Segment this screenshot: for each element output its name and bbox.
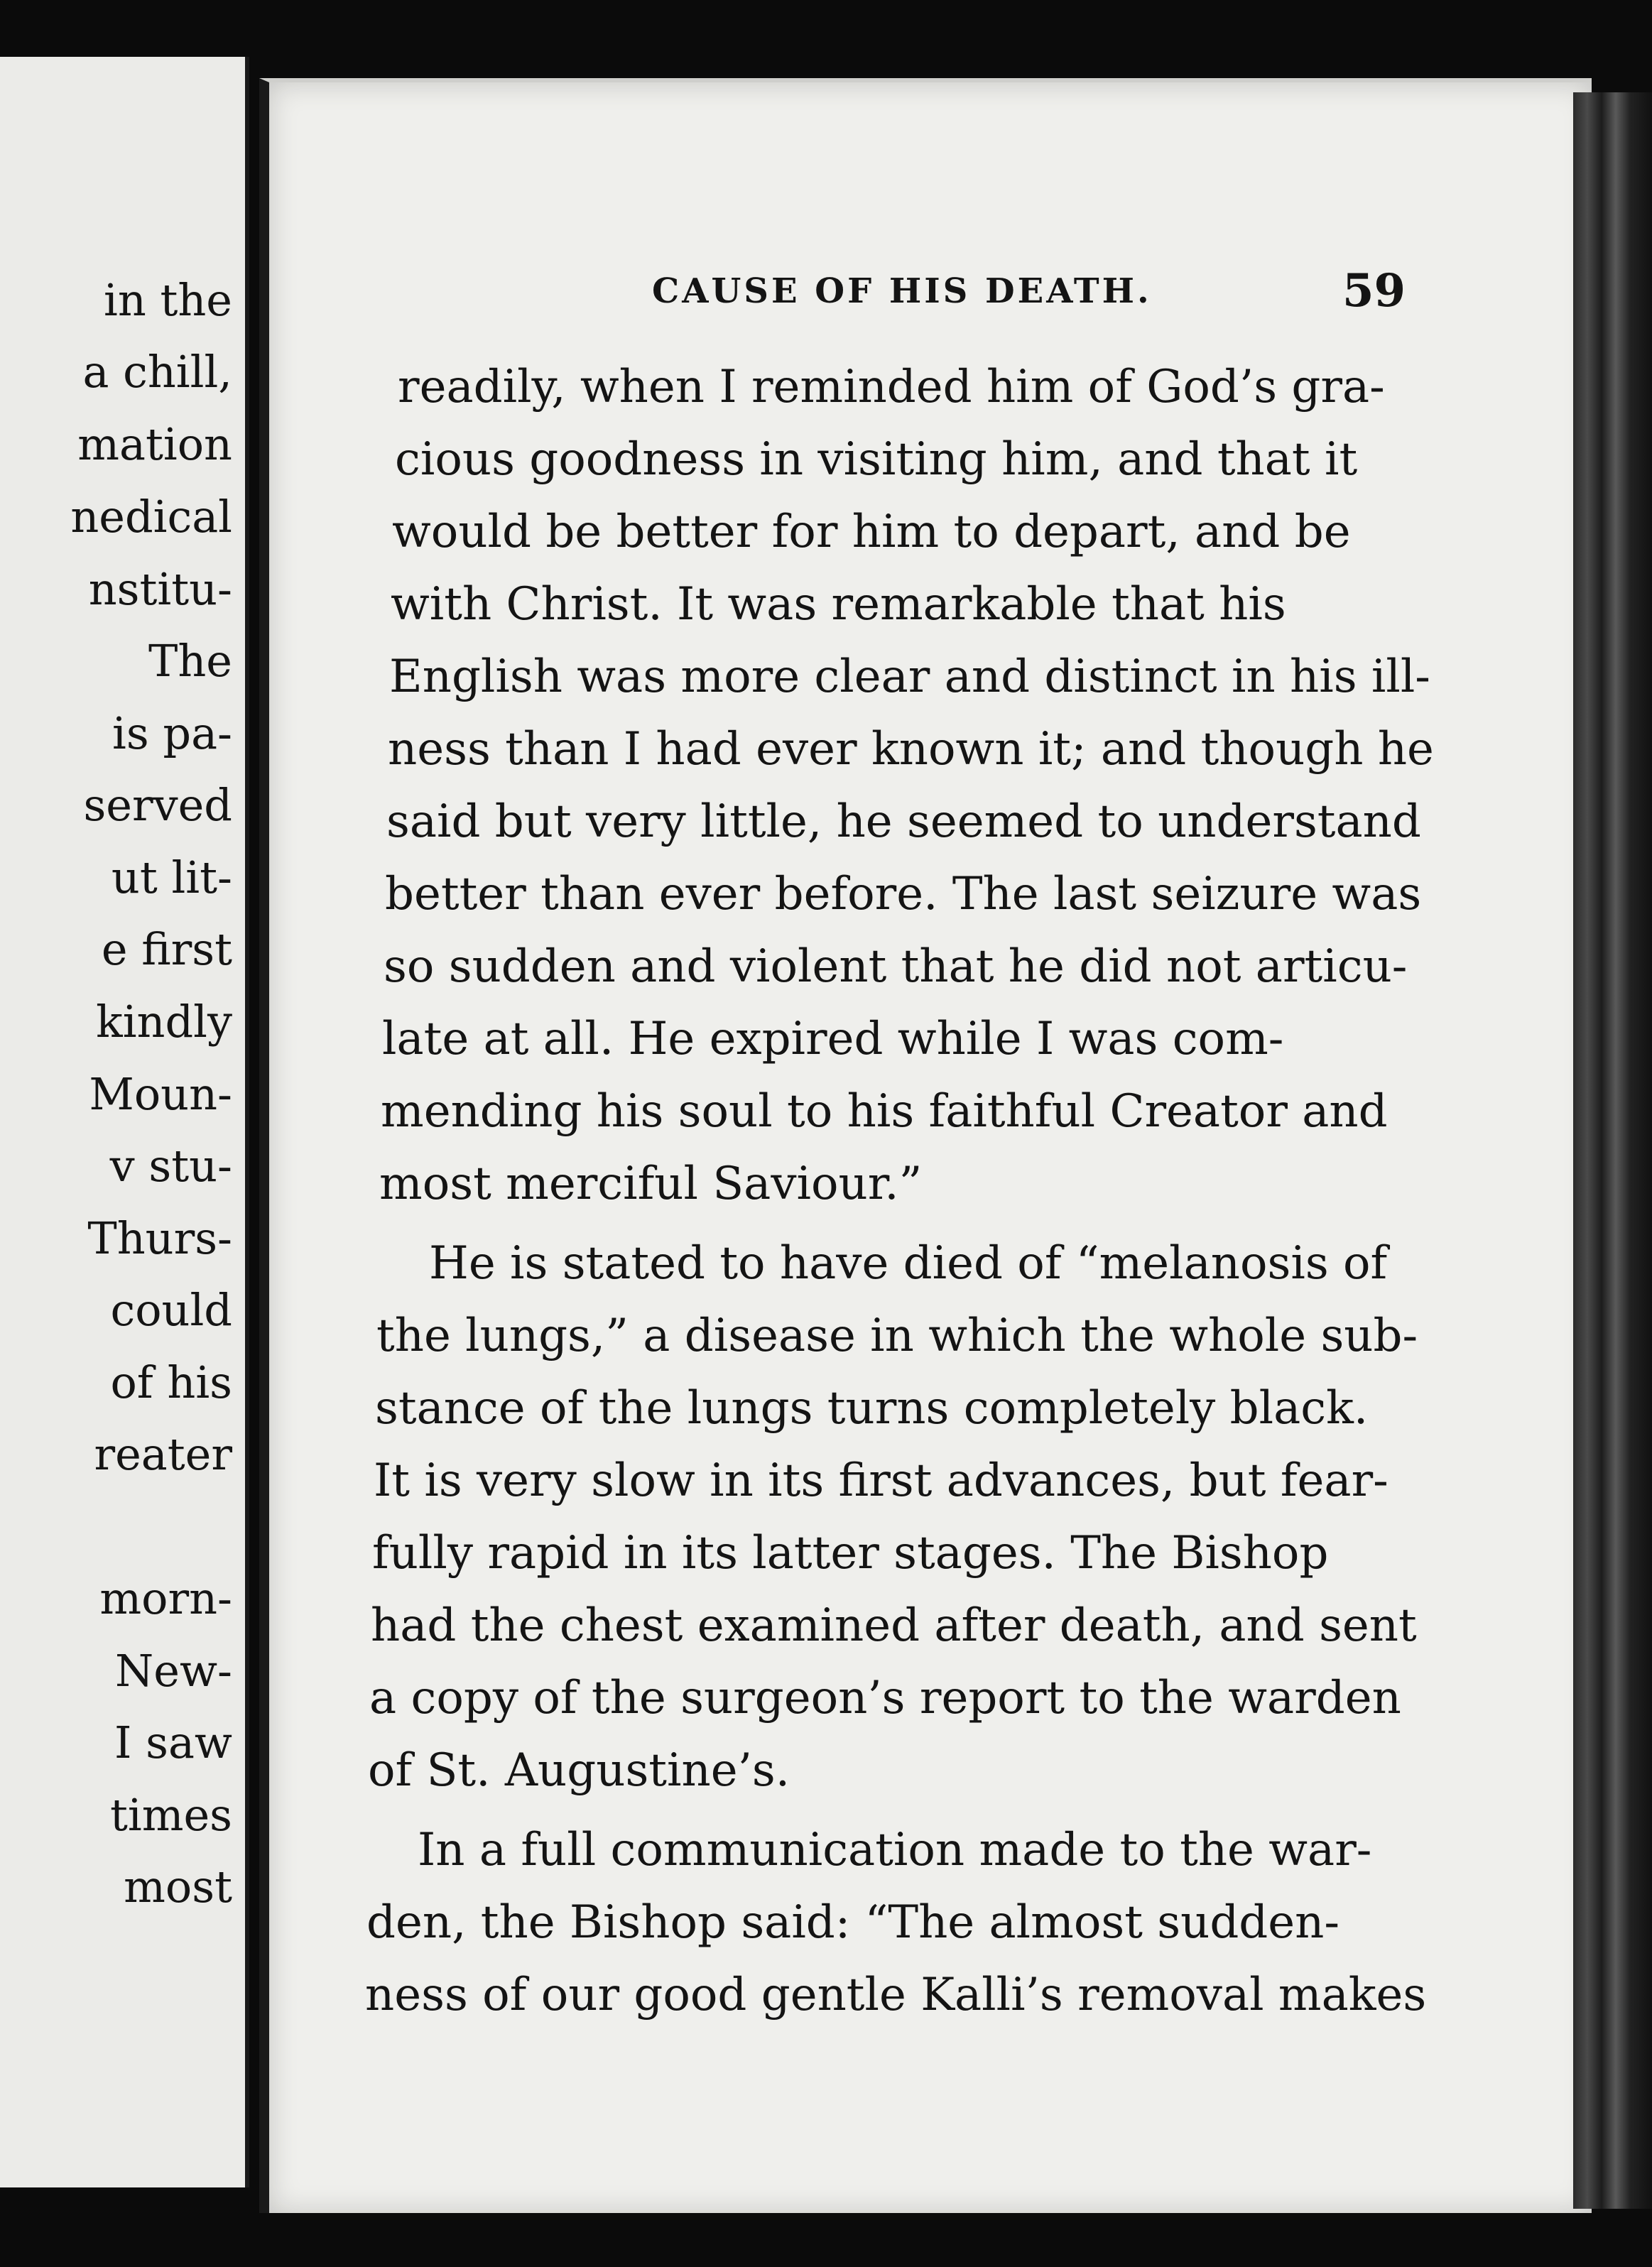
book-binding-edge xyxy=(1573,92,1652,2209)
page-number: 59 xyxy=(1342,264,1406,317)
left-page-line: of his xyxy=(110,1357,232,1408)
left-page-line: served xyxy=(83,779,232,831)
left-page-line: is pa- xyxy=(112,707,232,759)
body-text-line: of St. Augustine’s. xyxy=(368,1744,790,1797)
left-page-line: most xyxy=(124,1861,232,1913)
body-text-line: better than ever before. The last seizure was xyxy=(385,868,1422,920)
left-page-line: times xyxy=(109,1789,232,1841)
body-text-line: It is very slow in its first advances, but fear- xyxy=(374,1455,1389,1507)
left-page-line: could xyxy=(110,1284,232,1336)
body-text-line: the lungs,” a disease in which the whole sub- xyxy=(376,1310,1418,1362)
body-text-line: readily, when I reminded him of God’s gra- xyxy=(398,361,1385,413)
left-page-line: kindly xyxy=(96,996,232,1048)
left-page-line: The xyxy=(148,635,232,687)
left-page-line: mation xyxy=(77,418,232,470)
running-head: CAUSE OF HIS DEATH. xyxy=(652,271,1152,311)
left-page-line: in the xyxy=(103,274,232,326)
body-text-line: ness of our good gentle Kalli’s removal makes xyxy=(365,1969,1427,2021)
body-text-line: late at all. He expired while I was com- xyxy=(382,1013,1284,1065)
body-text-line: most merciful Saviour.” xyxy=(379,1158,923,1210)
body-text-line: fully rapid in its latter stages. The Bishop xyxy=(372,1527,1329,1580)
body-text-line: said but very little, he seemed to understand xyxy=(386,795,1421,848)
left-page-line: v stu- xyxy=(109,1140,232,1192)
left-page-fragment xyxy=(0,57,249,2187)
body-text-line: cious goodness in visiting him, and that it xyxy=(395,433,1358,486)
body-text-line: In a full communication made to the war- xyxy=(418,1824,1372,1876)
left-page-line: Thurs- xyxy=(87,1212,232,1264)
left-page-line: Moun- xyxy=(89,1068,232,1120)
left-page-line: nstitu- xyxy=(88,563,232,615)
left-page-line: a chill, xyxy=(82,346,232,398)
body-text-line: had the chest examined after death, and sent xyxy=(371,1599,1417,1652)
left-page-line: nedical xyxy=(70,491,232,543)
body-text-line: English was more clear and distinct in his ill- xyxy=(389,651,1430,703)
body-text-line: would be better for him to depart, and be xyxy=(392,506,1351,558)
left-page-line: New- xyxy=(115,1645,232,1697)
left-page-line: I saw xyxy=(114,1717,232,1768)
left-page-line: reater xyxy=(94,1428,232,1480)
body-text-line: a copy of the surgeon’s report to the warden xyxy=(369,1672,1401,1724)
body-text-line: with Christ. It was remarkable that his xyxy=(391,578,1286,631)
left-page-line: e first xyxy=(101,923,232,975)
body-text-line: ness than I had ever known it; and though he xyxy=(388,723,1434,776)
body-text-line: He is stated to have died of “melanosis of xyxy=(429,1237,1388,1290)
body-text-line: stance of the lungs turns completely black. xyxy=(375,1382,1369,1435)
body-text-line: so sudden and violent that he did not articu- xyxy=(384,940,1408,993)
left-page-line: morn- xyxy=(99,1572,232,1624)
body-text-line: mending his soul to his faithful Creator and xyxy=(381,1085,1388,1138)
left-page-line: ut lit- xyxy=(111,852,232,903)
body-text-line: den, the Bishop said: “The almost sudden- xyxy=(366,1896,1339,1949)
